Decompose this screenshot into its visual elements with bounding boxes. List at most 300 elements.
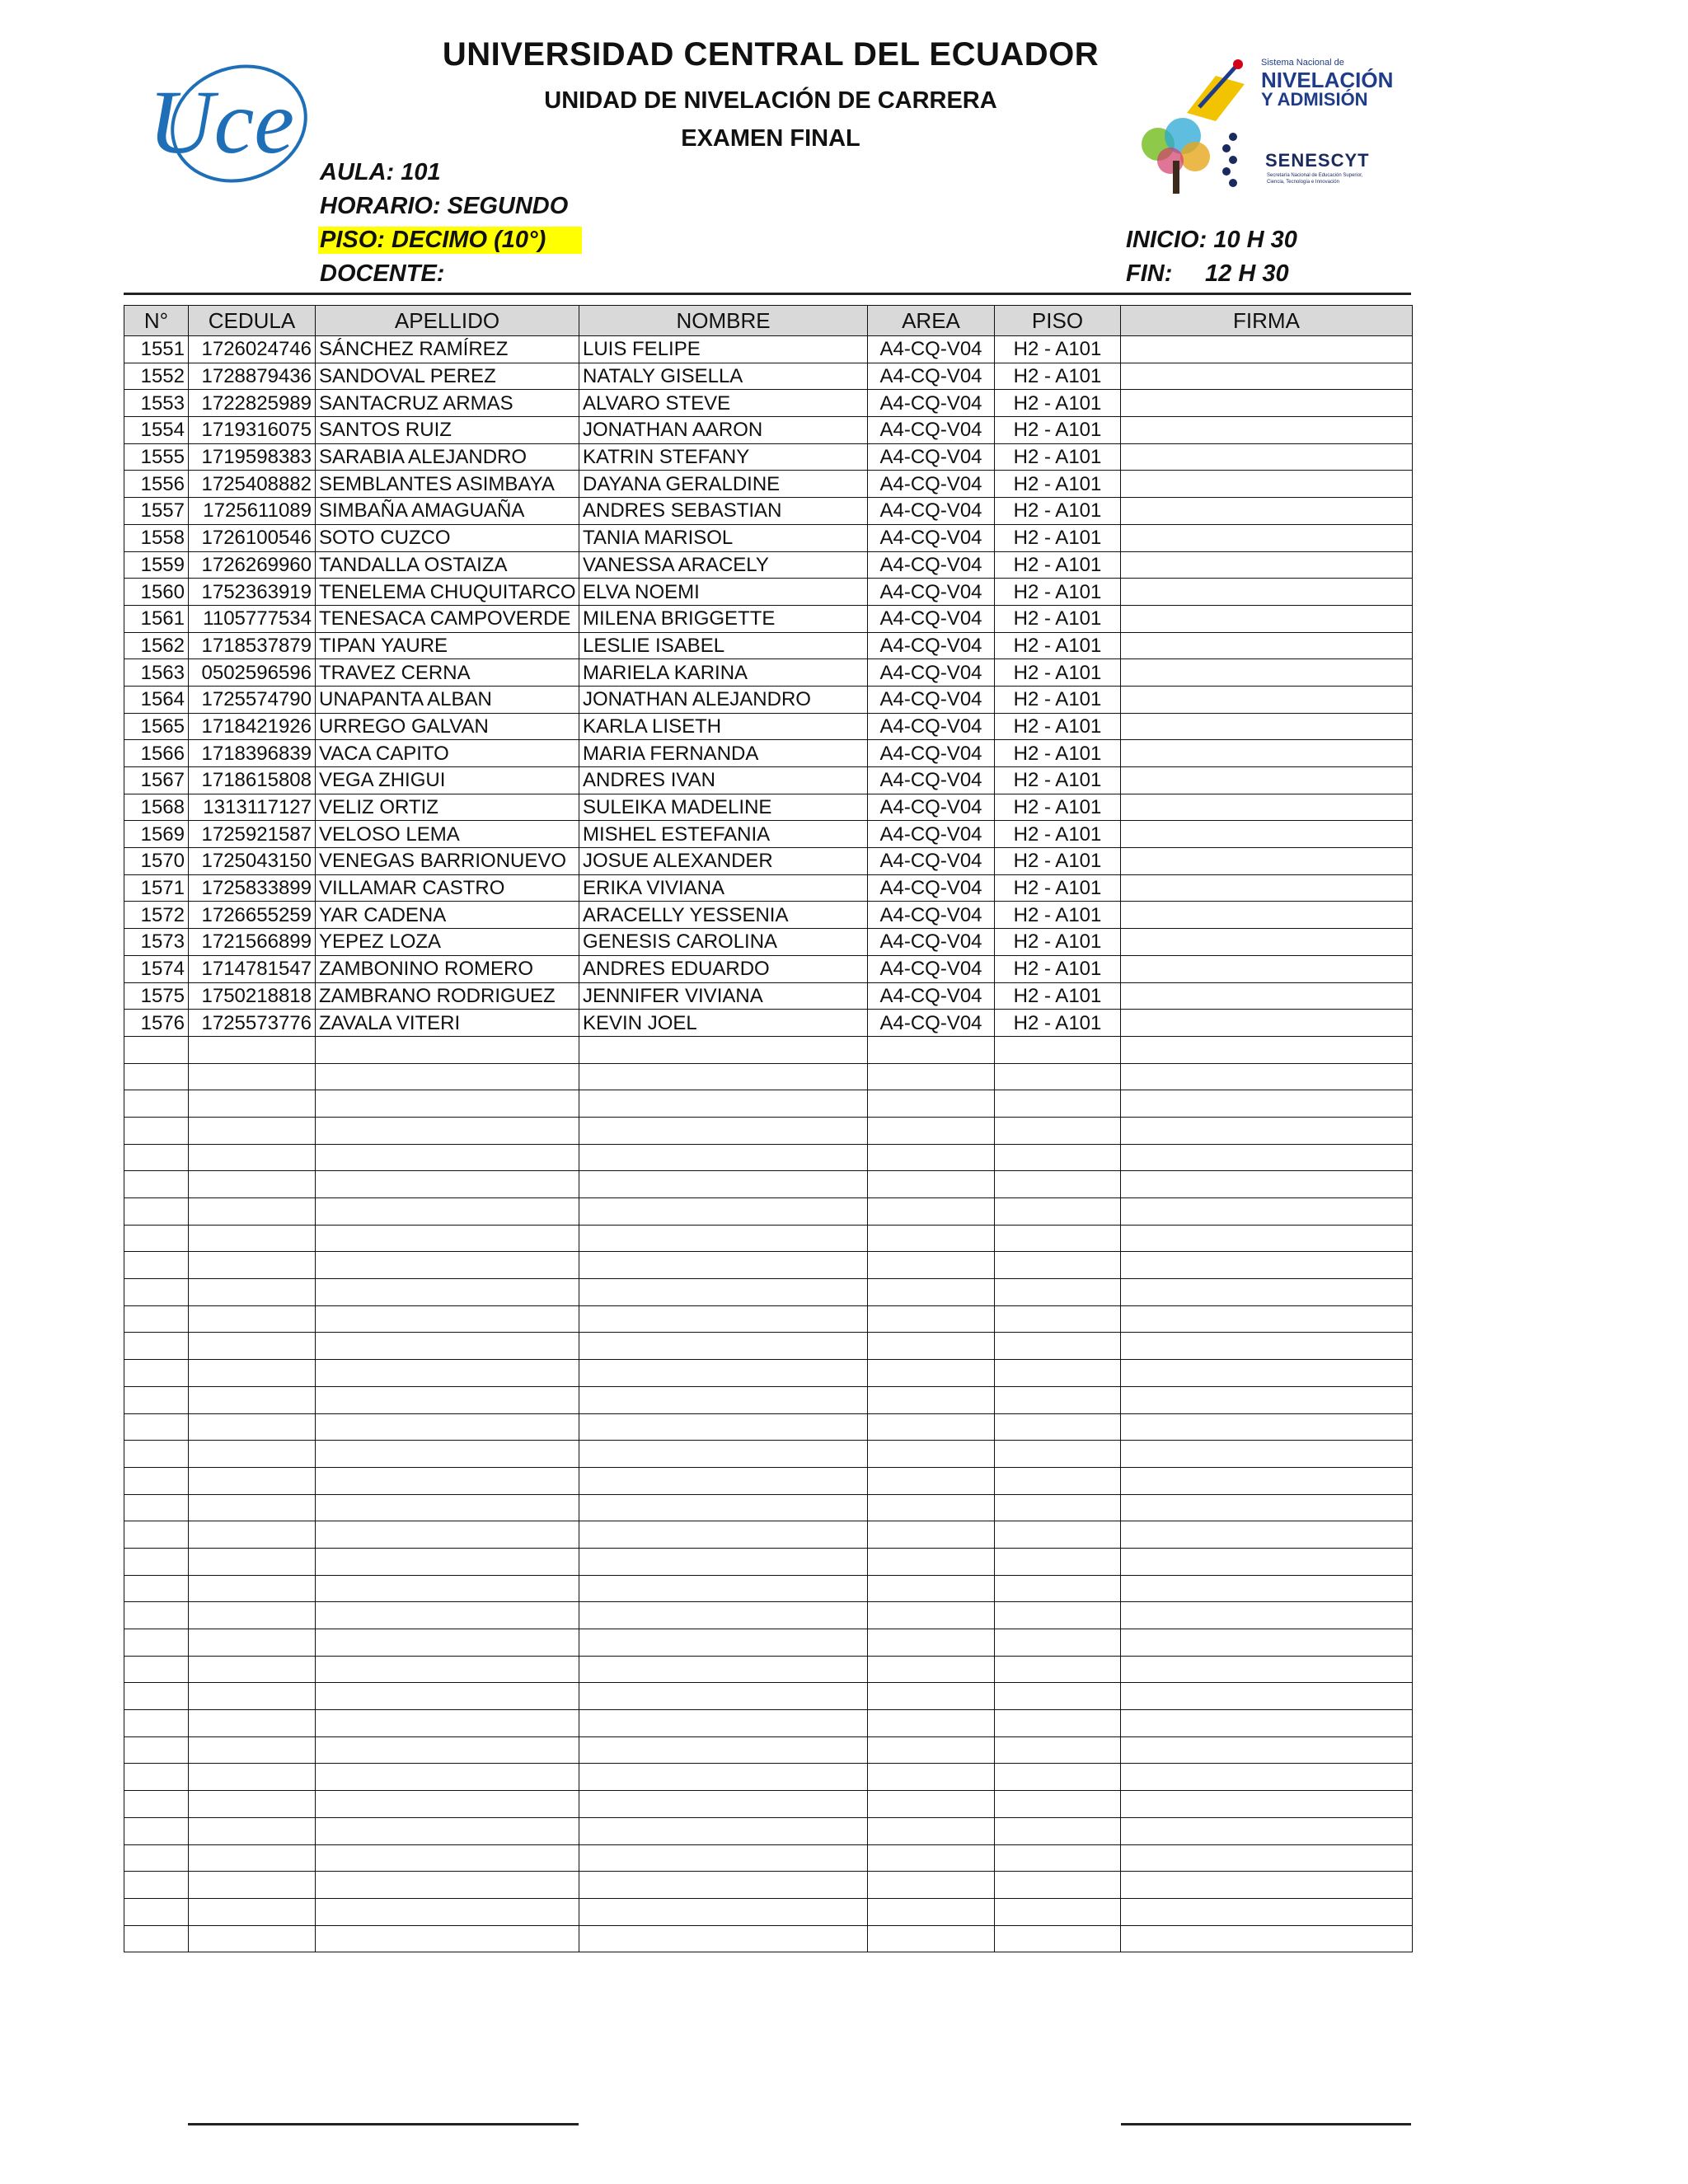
senescyt-sub-2: Ciencia, Tecnología e Innovación — [1267, 180, 1339, 185]
empty-table-row — [124, 1629, 1413, 1657]
row-piso: H2 - A101 — [995, 874, 1121, 902]
table-row — [124, 1010, 1413, 1037]
empty-cell — [579, 1629, 868, 1657]
row-firma-cell[interactable] — [1121, 659, 1413, 687]
snna-caption-1: Sistema Nacional de — [1261, 58, 1344, 68]
row-piso: H2 - A101 — [995, 443, 1121, 471]
row-nombre: ANDRES EDUARDO — [579, 955, 868, 982]
empty-cell — [1121, 1441, 1413, 1468]
piso-label: PISO: DECIMO (10°) — [318, 227, 582, 254]
empty-cell — [124, 1575, 189, 1602]
table-row — [124, 417, 1413, 444]
empty-cell — [124, 1494, 189, 1521]
roster-body — [124, 336, 1413, 1952]
empty-cell — [189, 1090, 316, 1118]
row-firma-cell[interactable] — [1121, 713, 1413, 740]
empty-cell — [995, 1736, 1121, 1764]
empty-cell — [868, 1467, 995, 1494]
empty-cell — [579, 1764, 868, 1791]
row-piso: H2 - A101 — [995, 363, 1121, 390]
empty-cell — [189, 1521, 316, 1549]
empty-cell — [124, 1144, 189, 1171]
row-firma-cell[interactable] — [1121, 902, 1413, 929]
header-rule — [124, 293, 1411, 295]
empty-table-row — [124, 1467, 1413, 1494]
empty-table-row — [124, 1736, 1413, 1764]
empty-cell — [189, 1467, 316, 1494]
empty-cell — [124, 1548, 189, 1575]
row-nombre: LESLIE ISABEL — [579, 632, 868, 659]
empty-cell — [579, 1791, 868, 1818]
row-nombre: ANDRES IVAN — [579, 767, 868, 794]
empty-cell — [868, 1898, 995, 1925]
row-firma-cell[interactable] — [1121, 579, 1413, 606]
empty-cell — [579, 1360, 868, 1387]
row-cedula: 1105777534 — [189, 605, 316, 632]
row-apellido: ZAMBONINO ROMERO — [316, 955, 579, 982]
empty-cell — [995, 1764, 1121, 1791]
empty-cell — [995, 1844, 1121, 1872]
row-nombre: JONATHAN ALEJANDRO — [579, 686, 868, 713]
empty-cell — [124, 1898, 189, 1925]
row-firma-cell[interactable] — [1121, 498, 1413, 525]
empty-cell — [189, 1413, 316, 1441]
empty-cell — [1121, 1683, 1413, 1710]
row-number: 1565 — [124, 713, 189, 740]
empty-cell — [316, 1198, 579, 1226]
empty-cell — [189, 1333, 316, 1360]
empty-cell — [316, 1360, 579, 1387]
empty-table-row — [124, 1575, 1413, 1602]
row-firma-cell[interactable] — [1121, 390, 1413, 417]
row-firma-cell[interactable] — [1121, 471, 1413, 498]
empty-cell — [316, 1764, 579, 1791]
row-area: A4-CQ-V04 — [868, 767, 995, 794]
institution-title: UNIVERSIDAD CENTRAL DEL ECUADOR — [442, 36, 1100, 73]
empty-cell — [189, 1656, 316, 1683]
row-apellido: VACA CAPITO — [316, 740, 579, 767]
row-area: A4-CQ-V04 — [868, 336, 995, 363]
row-nombre: LUIS FELIPE — [579, 336, 868, 363]
row-firma-cell[interactable] — [1121, 955, 1413, 982]
row-area: A4-CQ-V04 — [868, 848, 995, 875]
row-apellido: SANTOS RUIZ — [316, 417, 579, 444]
row-firma-cell[interactable] — [1121, 874, 1413, 902]
senescyt-name: SENESCYT — [1265, 150, 1370, 171]
empty-cell — [124, 1360, 189, 1387]
empty-cell — [995, 1305, 1121, 1333]
col-header-cedula: CEDULA — [189, 306, 316, 336]
empty-cell — [316, 1333, 579, 1360]
empty-cell — [316, 1279, 579, 1306]
empty-cell — [868, 1171, 995, 1198]
empty-cell — [1121, 1333, 1413, 1360]
empty-cell — [124, 1036, 189, 1063]
empty-cell — [189, 1171, 316, 1198]
empty-cell — [868, 1144, 995, 1171]
empty-cell — [579, 1333, 868, 1360]
table-row — [124, 955, 1413, 982]
row-number: 1560 — [124, 579, 189, 606]
empty-cell — [124, 1764, 189, 1791]
empty-cell — [189, 1386, 316, 1413]
row-area: A4-CQ-V04 — [868, 551, 995, 579]
empty-cell — [995, 1817, 1121, 1844]
empty-cell — [124, 1467, 189, 1494]
row-piso: H2 - A101 — [995, 605, 1121, 632]
empty-cell — [189, 1925, 316, 1952]
row-piso: H2 - A101 — [995, 551, 1121, 579]
row-piso: H2 - A101 — [995, 713, 1121, 740]
empty-cell — [868, 1844, 995, 1872]
row-firma-cell[interactable] — [1121, 1010, 1413, 1037]
table-row — [124, 821, 1413, 848]
empty-cell — [579, 1198, 868, 1226]
row-firma-cell[interactable] — [1121, 551, 1413, 579]
row-cedula: 1726024746 — [189, 336, 316, 363]
empty-cell — [1121, 1279, 1413, 1306]
row-cedula: 1725408882 — [189, 471, 316, 498]
unit-subtitle: UNIDAD DE NIVELACIÓN DE CARRERA — [544, 87, 997, 114]
empty-cell — [1121, 1791, 1413, 1818]
empty-cell — [579, 1279, 868, 1306]
row-area: A4-CQ-V04 — [868, 417, 995, 444]
empty-cell — [868, 1925, 995, 1952]
row-number: 1563 — [124, 659, 189, 687]
row-area: A4-CQ-V04 — [868, 579, 995, 606]
empty-cell — [316, 1063, 579, 1090]
row-piso: H2 - A101 — [995, 794, 1121, 821]
row-area: A4-CQ-V04 — [868, 659, 995, 687]
row-piso: H2 - A101 — [995, 579, 1121, 606]
empty-cell — [189, 1791, 316, 1818]
empty-cell — [189, 1844, 316, 1872]
empty-cell — [124, 1602, 189, 1629]
empty-cell — [316, 1144, 579, 1171]
col-header-number: N° — [124, 306, 189, 336]
row-area: A4-CQ-V04 — [868, 363, 995, 390]
empty-cell — [124, 1736, 189, 1764]
empty-cell — [316, 1602, 579, 1629]
empty-cell — [1121, 1305, 1413, 1333]
empty-table-row — [124, 1333, 1413, 1360]
row-nombre: ANDRES SEBASTIAN — [579, 498, 868, 525]
empty-cell — [868, 1764, 995, 1791]
empty-cell — [579, 1117, 868, 1144]
empty-cell — [868, 1117, 995, 1144]
row-apellido: TENELEMA CHUQUITARCO — [316, 579, 579, 606]
empty-cell — [995, 1494, 1121, 1521]
empty-cell — [995, 1441, 1121, 1468]
empty-cell — [189, 1548, 316, 1575]
empty-cell — [316, 1898, 579, 1925]
empty-cell — [1121, 1171, 1413, 1198]
row-area: A4-CQ-V04 — [868, 821, 995, 848]
row-apellido: YEPEZ LOZA — [316, 929, 579, 956]
table-row — [124, 686, 1413, 713]
table-row — [124, 551, 1413, 579]
empty-cell — [995, 1252, 1121, 1279]
empty-cell — [189, 1602, 316, 1629]
row-area: A4-CQ-V04 — [868, 955, 995, 982]
empty-cell — [1121, 1736, 1413, 1764]
empty-table-row — [124, 1225, 1413, 1252]
empty-cell — [995, 1117, 1121, 1144]
row-firma-cell[interactable] — [1121, 524, 1413, 551]
empty-cell — [995, 1629, 1121, 1657]
empty-cell — [1121, 1117, 1413, 1144]
empty-cell — [579, 1710, 868, 1737]
row-apellido: TIPAN YAURE — [316, 632, 579, 659]
table-row — [124, 902, 1413, 929]
empty-cell — [579, 1656, 868, 1683]
row-cedula: 1725611089 — [189, 498, 316, 525]
empty-cell — [1121, 1225, 1413, 1252]
empty-cell — [1121, 1360, 1413, 1387]
empty-cell — [1121, 1144, 1413, 1171]
row-nombre: MILENA BRIGGETTE — [579, 605, 868, 632]
empty-cell — [124, 1063, 189, 1090]
empty-cell — [868, 1413, 995, 1441]
row-piso: H2 - A101 — [995, 982, 1121, 1010]
empty-cell — [316, 1817, 579, 1844]
empty-cell — [189, 1629, 316, 1657]
empty-cell — [579, 1817, 868, 1844]
row-number: 1568 — [124, 794, 189, 821]
signature-line-left — [188, 2123, 579, 2125]
row-number: 1576 — [124, 1010, 189, 1037]
row-cedula: 1313117127 — [189, 794, 316, 821]
empty-cell — [124, 1198, 189, 1226]
row-nombre: ARACELLY YESSENIA — [579, 902, 868, 929]
empty-cell — [995, 1656, 1121, 1683]
col-header-area: AREA — [868, 306, 995, 336]
empty-cell — [124, 1817, 189, 1844]
row-number: 1551 — [124, 336, 189, 363]
empty-cell — [316, 1467, 579, 1494]
empty-cell — [868, 1225, 995, 1252]
empty-cell — [189, 1144, 316, 1171]
empty-cell — [868, 1575, 995, 1602]
empty-cell — [868, 1360, 995, 1387]
empty-cell — [868, 1736, 995, 1764]
row-area: A4-CQ-V04 — [868, 498, 995, 525]
empty-cell — [995, 1467, 1121, 1494]
row-number: 1575 — [124, 982, 189, 1010]
empty-table-row — [124, 1791, 1413, 1818]
empty-cell — [579, 1575, 868, 1602]
row-apellido: URREGO GALVAN — [316, 713, 579, 740]
row-firma-cell[interactable] — [1121, 821, 1413, 848]
row-firma-cell[interactable] — [1121, 929, 1413, 956]
row-firma-cell[interactable] — [1121, 363, 1413, 390]
empty-cell — [995, 1360, 1121, 1387]
row-piso: H2 - A101 — [995, 955, 1121, 982]
empty-table-row — [124, 1360, 1413, 1387]
snna-caption-2: NIVELACIÓN — [1261, 68, 1394, 92]
row-firma-cell[interactable] — [1121, 632, 1413, 659]
row-firma-cell[interactable] — [1121, 794, 1413, 821]
empty-cell — [189, 1575, 316, 1602]
row-area: A4-CQ-V04 — [868, 874, 995, 902]
row-firma-cell[interactable] — [1121, 336, 1413, 363]
empty-cell — [189, 1817, 316, 1844]
empty-cell — [995, 1898, 1121, 1925]
row-cedula: 1722825989 — [189, 390, 316, 417]
row-number: 1574 — [124, 955, 189, 982]
empty-table-row — [124, 1090, 1413, 1118]
empty-cell — [316, 1629, 579, 1657]
table-row — [124, 740, 1413, 767]
row-firma-cell[interactable] — [1121, 417, 1413, 444]
empty-table-row — [124, 1494, 1413, 1521]
empty-cell — [316, 1090, 579, 1118]
empty-cell — [579, 1305, 868, 1333]
empty-cell — [1121, 1602, 1413, 1629]
row-cedula: 1752363919 — [189, 579, 316, 606]
empty-table-row — [124, 1898, 1413, 1925]
row-nombre: JONATHAN AARON — [579, 417, 868, 444]
empty-cell — [868, 1494, 995, 1521]
empty-table-row — [124, 1252, 1413, 1279]
row-nombre: ERIKA VIVIANA — [579, 874, 868, 902]
empty-cell — [868, 1683, 995, 1710]
row-firma-cell[interactable] — [1121, 767, 1413, 794]
empty-cell — [189, 1198, 316, 1226]
empty-cell — [579, 1441, 868, 1468]
empty-cell — [316, 1575, 579, 1602]
empty-cell — [868, 1333, 995, 1360]
row-area: A4-CQ-V04 — [868, 713, 995, 740]
row-piso: H2 - A101 — [995, 471, 1121, 498]
empty-cell — [124, 1252, 189, 1279]
row-apellido: VELOSO LEMA — [316, 821, 579, 848]
row-apellido: TANDALLA OSTAIZA — [316, 551, 579, 579]
empty-table-row — [124, 1198, 1413, 1226]
row-number: 1570 — [124, 848, 189, 875]
empty-cell — [1121, 1467, 1413, 1494]
row-piso: H2 - A101 — [995, 390, 1121, 417]
empty-cell — [189, 1063, 316, 1090]
row-firma-cell[interactable] — [1121, 686, 1413, 713]
row-firma-cell[interactable] — [1121, 982, 1413, 1010]
table-row — [124, 794, 1413, 821]
empty-cell — [868, 1791, 995, 1818]
empty-cell — [579, 1602, 868, 1629]
empty-cell — [1121, 1090, 1413, 1118]
empty-cell — [124, 1279, 189, 1306]
row-firma-cell[interactable] — [1121, 443, 1413, 471]
row-piso: H2 - A101 — [995, 848, 1121, 875]
row-nombre: GENESIS CAROLINA — [579, 929, 868, 956]
col-header-firma: FIRMA — [1121, 306, 1413, 336]
empty-table-row — [124, 1683, 1413, 1710]
fin-value: 12 H 30 — [1205, 260, 1289, 287]
row-firma-cell[interactable] — [1121, 605, 1413, 632]
row-cedula: 0502596596 — [189, 659, 316, 687]
empty-cell — [316, 1736, 579, 1764]
empty-cell — [579, 1090, 868, 1118]
row-nombre: MARIELA KARINA — [579, 659, 868, 687]
row-number: 1555 — [124, 443, 189, 471]
fin-label: FIN: — [1126, 260, 1173, 287]
row-nombre: KEVIN JOEL — [579, 1010, 868, 1037]
row-apellido: SANDOVAL PEREZ — [316, 363, 579, 390]
empty-table-row — [124, 1279, 1413, 1306]
empty-table-row — [124, 1441, 1413, 1468]
empty-cell — [1121, 1063, 1413, 1090]
row-number: 1573 — [124, 929, 189, 956]
empty-cell — [868, 1872, 995, 1899]
row-piso: H2 - A101 — [995, 498, 1121, 525]
table-row — [124, 498, 1413, 525]
empty-table-row — [124, 1171, 1413, 1198]
empty-cell — [579, 1548, 868, 1575]
empty-cell — [189, 1494, 316, 1521]
empty-cell — [995, 1063, 1121, 1090]
empty-cell — [995, 1925, 1121, 1952]
table-row — [124, 848, 1413, 875]
col-header-apellido: APELLIDO — [316, 306, 579, 336]
empty-cell — [1121, 1494, 1413, 1521]
col-header-piso: PISO — [995, 306, 1121, 336]
empty-cell — [1121, 1575, 1413, 1602]
empty-table-row — [124, 1036, 1413, 1063]
empty-cell — [316, 1925, 579, 1952]
row-piso: H2 - A101 — [995, 659, 1121, 687]
empty-cell — [1121, 1898, 1413, 1925]
row-piso: H2 - A101 — [995, 417, 1121, 444]
row-cedula: 1725833899 — [189, 874, 316, 902]
empty-cell — [1121, 1872, 1413, 1899]
row-firma-cell[interactable] — [1121, 740, 1413, 767]
row-cedula: 1718537879 — [189, 632, 316, 659]
empty-cell — [995, 1144, 1121, 1171]
empty-cell — [995, 1198, 1121, 1226]
empty-cell — [189, 1225, 316, 1252]
row-apellido: UNAPANTA ALBAN — [316, 686, 579, 713]
empty-cell — [189, 1764, 316, 1791]
empty-cell — [995, 1548, 1121, 1575]
empty-cell — [1121, 1710, 1413, 1737]
row-nombre: JOSUE ALEXANDER — [579, 848, 868, 875]
empty-cell — [1121, 1844, 1413, 1872]
row-apellido: VENEGAS BARRIONUEVO — [316, 848, 579, 875]
row-number: 1556 — [124, 471, 189, 498]
empty-cell — [124, 1333, 189, 1360]
row-cedula: 1721566899 — [189, 929, 316, 956]
empty-cell — [1121, 1252, 1413, 1279]
row-firma-cell[interactable] — [1121, 848, 1413, 875]
empty-cell — [579, 1171, 868, 1198]
row-apellido: VELIZ ORTIZ — [316, 794, 579, 821]
empty-cell — [124, 1656, 189, 1683]
row-number: 1558 — [124, 524, 189, 551]
row-area: A4-CQ-V04 — [868, 390, 995, 417]
row-area: A4-CQ-V04 — [868, 686, 995, 713]
empty-cell — [579, 1844, 868, 1872]
empty-cell — [579, 1225, 868, 1252]
empty-cell — [868, 1521, 995, 1549]
row-area: A4-CQ-V04 — [868, 929, 995, 956]
table-row — [124, 363, 1413, 390]
empty-cell — [1121, 1629, 1413, 1657]
empty-cell — [189, 1736, 316, 1764]
table-row — [124, 443, 1413, 471]
empty-table-row — [124, 1305, 1413, 1333]
empty-cell — [995, 1413, 1121, 1441]
row-number: 1567 — [124, 767, 189, 794]
